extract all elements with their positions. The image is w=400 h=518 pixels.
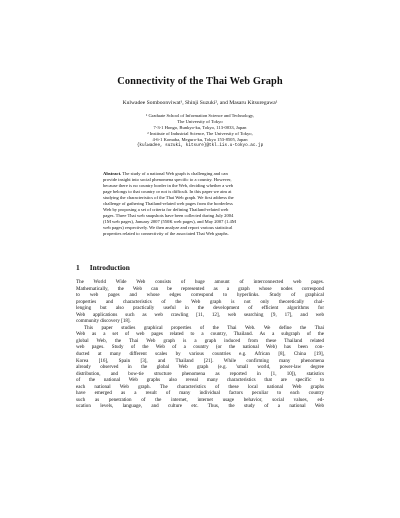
section-body bbox=[76, 279, 324, 410]
body-line: global Web, the Thai Web graph is a graph induced from these Thailand related bbox=[76, 337, 324, 344]
author-list: Kulwadee Somboonviwat¹, Shinji Suzuki², and Masaru Kitsuregawa¹ bbox=[122, 100, 278, 106]
section-number: 1 bbox=[76, 263, 80, 272]
abstract-line: (1M web pages), January 2007 (550K web pages), and May 2007 (1.4M bbox=[103, 219, 236, 225]
paper-title: Connectivity of the Thai Web Graph bbox=[117, 76, 283, 87]
abstract-line: studying the characteristics of the Thai Web graph. We first address the bbox=[103, 195, 234, 201]
body-line: The World Wide Web consists of huge amount of interconnected web pages. bbox=[76, 279, 324, 285]
affiliation-line: ¹ Graduate School of Information Science and Technology, bbox=[145, 113, 255, 118]
abstract-line: The study of a national Web graph is challenging and can bbox=[122, 171, 228, 176]
abstract bbox=[103, 171, 297, 238]
section-title: Introduction bbox=[89, 263, 130, 272]
body-line: lenging but also practically useful in the development of efficient algorithms for bbox=[76, 305, 324, 312]
abstract-line: page belongs to that country or not is difficult. In this paper we aim at bbox=[103, 189, 232, 195]
body-line: properties and characteristics of the Web graph is not only theoretically chal- bbox=[76, 298, 324, 305]
abstract-line: web pages) respectively. We then analyze and report various statistical bbox=[103, 225, 233, 231]
body-line: have emerged as a result of many individual factors peculiar to each country bbox=[76, 390, 324, 397]
body-line: web pages. Study of the Web of a country (or the national Web) has been con- bbox=[76, 344, 324, 351]
body-line: to web pages and whose edges correspond to hyperlinks. Study of graphical bbox=[76, 292, 324, 299]
body-line: Web applications such as web crawling [11, 12], web searching [9, 17], and web bbox=[76, 311, 324, 318]
body-line: of the national Web graphs also reveal many characteristics that are specific to bbox=[76, 377, 324, 384]
body-line: already observed in the global Web graph (e.g. 'small world, power-law degree bbox=[76, 364, 324, 371]
body-line: ucation levels, language, and culture etc. Thus, the study of a national Web bbox=[76, 403, 324, 410]
section-heading bbox=[76, 263, 130, 272]
abstract-heading: Abstract. bbox=[103, 171, 122, 176]
abstract-line: Web by proposing a set of criteria for defining Thailand-related web bbox=[103, 207, 229, 213]
affiliation-line: 7-3-1 Hongo, Bunkyo-ku, Tokyo, 113-0033, Japan bbox=[153, 125, 247, 131]
body-line: This paper studies graphical properties of the Thai Web. We define the Thai bbox=[84, 324, 324, 331]
abstract-line: provide insight into social phenomena specific to a country. However, bbox=[103, 177, 232, 183]
body-line: such as penetration of the internet, internet usage behavior, social values, ed- bbox=[76, 396, 324, 403]
body-line: Korea [16], Spain [3], and Thailand [21]. While confirming many phenomena bbox=[76, 357, 324, 364]
body-line: Mathematically, the Web can be represented as a graph whose nodes correspond bbox=[76, 285, 324, 292]
affiliation-line: ² Institute of Industrial Science, The University of Tokyo, bbox=[147, 131, 253, 137]
abstract-line: pages. Three Thai web snapshots have been collected during July 2004 bbox=[103, 213, 234, 219]
body-line: distribution, and bow-tie structure phenomena as reported in [1, 10]), statistics bbox=[76, 370, 324, 377]
abstract-line: because there is no country border in the Web, deciding whether a web bbox=[103, 183, 234, 189]
abstract-line: properties related to connectivity of the associated Thai Web graphs. bbox=[103, 231, 229, 237]
affiliation-line: The University of Tokyo bbox=[177, 119, 223, 125]
author-emails: {kulwadee, suzuki, kitsure}@tkl.iis.u-tokyo.ac.jp bbox=[136, 143, 264, 149]
affiliations bbox=[0, 113, 400, 150]
body-line: ducted at many different scales by various countries e.g. African [8], China [19], bbox=[76, 351, 324, 358]
body-line: each national Web graph. The characteristics of these local national Web graphs bbox=[76, 383, 324, 390]
abstract-line: challenge of gathering Thailand-related web pages from the borderless bbox=[103, 201, 233, 207]
body-line: Web as a set of web pages related to a country, Thailand. As a subgraph of the bbox=[76, 331, 324, 338]
body-line: community discovery [18]. bbox=[76, 318, 131, 325]
affiliation-line: 4-6-1 Komaba, Meguro-ku, Tokyo 153-8505, Japan bbox=[152, 137, 248, 143]
